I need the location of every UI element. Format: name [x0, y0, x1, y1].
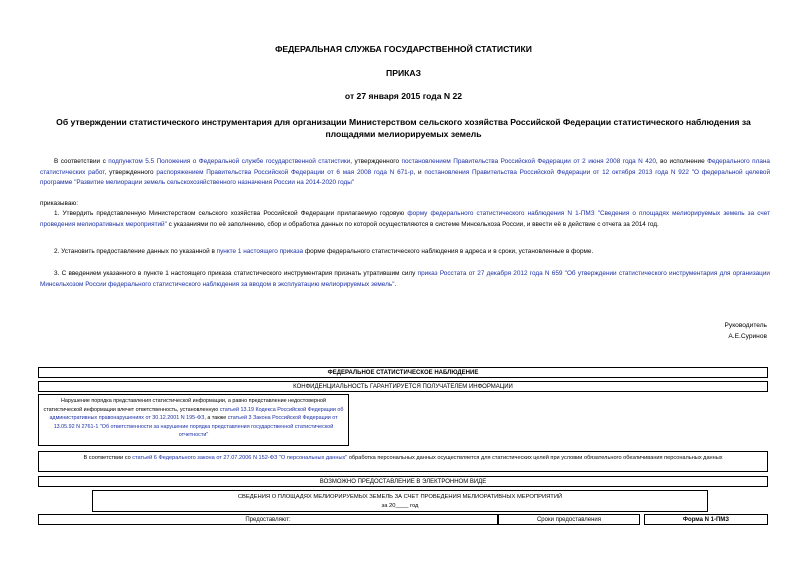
signature-name: А.Е.Суринов	[728, 333, 767, 340]
item-3-paragraph: 3. С введением указанного в пункте 1 настоящего приказа статистического инструментария признать утратившим силу приказ Росстата от 27 декабря 2012 года N 659 "Об утверждении статистического инструментария для организации Минсельхозом России федерального статистического наблюдения за вводом в эксплуатацию мелиорируемых земель".	[40, 270, 770, 288]
report-title-box	[92, 490, 708, 512]
link-federal-statistical-plan[interactable]: Федерального плана статистических работ	[40, 158, 770, 176]
column-form-number: Форма N 1-ПМЗ	[644, 514, 768, 525]
item-2-paragraph: 2. Установить предоставление данных по указанной в пункте 1 настоящего приказа форме федерального статистического наблюдения в адреса и в сроки, установленные в форме.	[54, 248, 594, 255]
document-title: Об утверждении статистического инструментария для организации Министерством сельского хозяйства Российской Федерации статистического наблюдения за площадями мелиорируемых земель	[56, 117, 751, 139]
order-word: приказываю:	[40, 200, 78, 207]
preamble-paragraph: В соответствии с подпунктом 5.5 Положения о Федеральной службе государственной статистики, утвержденного постановлением Правительства Российской Федерации от 2 июня 2008 года N 420, во исполнение Федерального плана статистических работ, утвержденного распоряжением Правительства Российской Федерации от 6 мая 2008 года N 671-р, и постановления Правительства Российской Федерации от 12 октября 2013 года N 922 "О федеральной целевой программе "Развитие мелиорации земель сельскохозяйственного назначения России на 2014-2020 годы"	[40, 158, 771, 186]
link-regulation-clause[interactable]: подпунктом 5.5 Положения о Федеральной службе государственной статистики	[108, 158, 351, 165]
violation-notice: Нарушение порядка представления статистической информации, а равно представление недостоверной статистической информации влечет ответственность, установленную статьей 13.19 Кодекса Российской Федерации об административных правонарушениях от 30.12.2001 N 195-ФЗ, а также статьей 3 Закона Российской Федерации от 13.05.92 N 2761-1 "Об ответственности за нарушение порядка представления государственной статистической отчетности"	[38, 394, 349, 446]
column-submitted-by: Предоставляют:	[38, 514, 498, 525]
link-order-671r[interactable]: распоряжением Правительства Российской Федерации от 6 мая 2008 года N 671-р	[156, 168, 414, 176]
link-government-decree-420[interactable]: постановлением Правительства Российской Федерации от 2 июня 2008 года N 420	[401, 158, 656, 165]
link-order-659[interactable]: приказ Росстата от 27 декабря 2012 года N 659 "Об утверждении статистического инструментария для организации Минсельхозом России федерального статистического наблюдения за вводом в эксплуатацию мелиорируемых земель"	[40, 270, 770, 288]
electronic-submission-banner: ВОЗМОЖНО ПРЕДОСТАВЛЕНИЕ В ЭЛЕКТРОННОМ ВИДЕ	[38, 476, 768, 487]
link-law-152fz[interactable]: статьей 6 Федерального закона от 27.07.2006 N 152-ФЗ "О персональных данных"	[132, 455, 348, 461]
link-article-13-19[interactable]: статьей 13.19 Кодекса Российской Федерации об административных правонарушениях от 30.12.2001 N 195-ФЗ	[49, 406, 344, 422]
report-year: за 20____ год	[381, 503, 419, 509]
doc-type-heading: ПРИКАЗ	[386, 68, 421, 78]
report-title: СВЕДЕНИЯ О ПЛОЩАДЯХ МЕЛИОРИРУЕМЫХ ЗЕМЕЛЬ ЗА СЧЕТ ПРОВЕДЕНИЯ МЕЛИОРАТИВНЫХ МЕРОПРИЯТИЙ	[237, 494, 563, 500]
column-deadline: Сроки предоставления	[498, 514, 640, 525]
link-clause-1[interactable]: пункте 1 настоящего приказа	[216, 248, 304, 255]
signature-role: Руководитель	[724, 322, 767, 329]
confidentiality-banner: КОНФИДЕНЦИАЛЬНОСТЬ ГАРАНТИРУЕТСЯ ПОЛУЧАТЕЛЕМ ИНФОРМАЦИИ	[38, 381, 768, 392]
link-decree-922[interactable]: постановления Правительства Российской Федерации от 12 октября 2013 года N 922 "О федеральной целевой программе "Развитие мелиорации земель сельскохозяйственного назначения России на 2014-2020 годы"	[40, 168, 771, 186]
link-law-2761-1[interactable]: статьей 3 Закона Российской Федерации от 13.05.92 N 2761-1 "Об ответственности за нарушение порядка представления государственной статистической отчетности"	[53, 415, 338, 439]
personal-data-notice: В соответствии со статьей 6 Федерального закона от 27.07.2006 N 152-ФЗ "О персональных данных" обработка персональных данных осуществляется для статистических целей при условии обязательного обезличивания персональных данных	[38, 451, 768, 472]
date-number-heading: от 27 января 2015 года N 22	[344, 91, 463, 101]
federal-observation-banner: ФЕДЕРАЛЬНОЕ СТАТИСТИЧЕСКОЕ НАБЛЮДЕНИЕ	[38, 367, 768, 378]
link-form-1pmz[interactable]: форму федерального статистического наблюдения N 1-ПМЗ "Сведения о площадях мелиорируемых земель за счет проведения мелиоративных мероприятий"	[40, 210, 770, 228]
item-1-paragraph: 1. Утвердить представленную Министерством сельского хозяйства Российской Федерации прилагаемую годовую форму федерального статистического наблюдения N 1-ПМЗ "Сведения о площадях мелиорируемых земель за счет проведения мелиоративных мероприятий" с указаниями по её заполнению, сбор и обработка данных по которой осуществляются в системе Минсельхоза России, и ввести её в действие с отчета за 2014 год.	[40, 210, 770, 228]
agency-heading: ФЕДЕРАЛЬНАЯ СЛУЖБА ГОСУДАРСТВЕННОЙ СТАТИСТИКИ	[275, 44, 532, 54]
